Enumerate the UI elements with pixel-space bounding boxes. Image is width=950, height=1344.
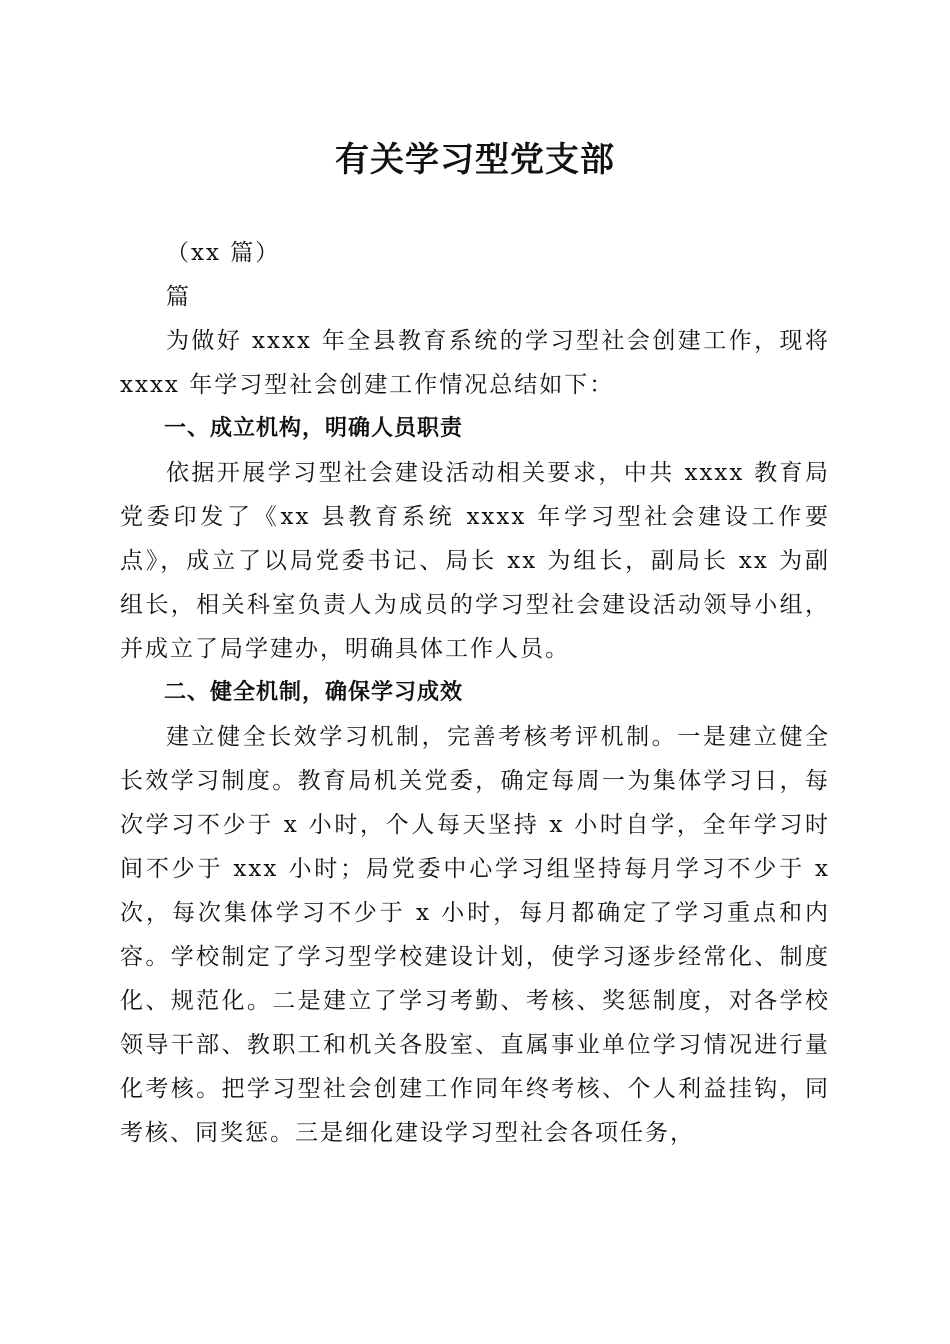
section-1-paragraph: 依据开展学习型社会建设活动相关要求，中共 xxxx 教育局党委印发了《xx 县教育系统 xxxx 年学习型社会建设工作要点》，成立了以局党委书记、局长 xx 为组长，副局长 xx 为副组长，相关科室负责人为成员的学习型社会建设活动领导小组，并成立了局学建办，明确具体工作人员。 [120, 460, 830, 662]
marker-line: 篇 [166, 284, 191, 310]
subtitle-line: （xx 篇） [166, 240, 281, 266]
section-1-heading: 一、成立机构，明确人员职责 [164, 416, 464, 441]
section-2-heading: 二、健全机制，确保学习成效 [164, 680, 464, 705]
section-2-paragraph: 建立健全长效学习机制，完善考核考评机制。一是建立健全长效学习制度。教育局机关党委，确定每周一为集体学习日，每次学习不少于 x 小时，个人每天坚持 x 小时自学，全年学习时间不少于 xxx 小时；局党委中心学习组坚持每月学习不少于 x 次，每次集体学习不少于 x 小时，每月都确定了学习重点和内容。学校制定了学习型学校建设计划，使学习逐步经常化、制度化、规范化。二是建立了学习考勤、考核、奖惩制度，对各学校领导干部、教职工和机关各股室、直属事业单位学习情况进行量化考核。把学习型社会创建工作同年终考核、个人利益挂钩，同考核、同奖惩。三是细化建设学习型社会各项任务， [120, 724, 830, 1146]
document-body [120, 231, 830, 1155]
document-title: 有关学习型党支部 [335, 140, 615, 180]
intro-paragraph: 为做好 xxxx 年全县教育系统的学习型社会创建工作，现将 xxxx 年学习型社会创建工作情况总结如下： [120, 328, 830, 398]
